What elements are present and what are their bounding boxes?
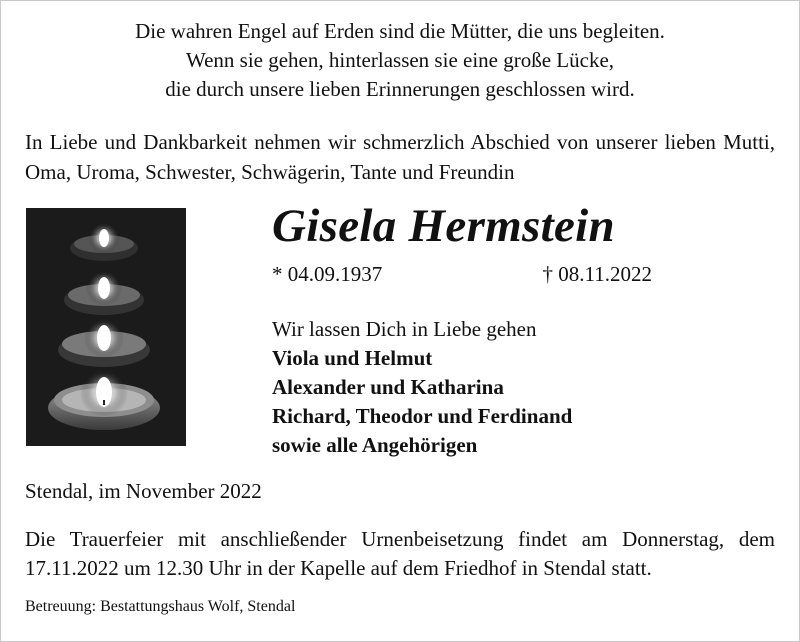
poem-line: Wenn sie gehen, hinterlassen sie eine große Lücke, [185, 48, 615, 72]
ceremony-info: Die Trauerfeier mit anschließender Urnenbeisetzung findet am Donnerstag, dem 17.11.2022 um 12.30 Uhr in der Kapelle auf dem Friedhof in Stendal statt. [25, 527, 775, 580]
birth-date: * 04.09.1937 [272, 262, 383, 286]
life-dates [272, 262, 652, 287]
mourner-line: Richard, Theodor und Ferdinand [272, 404, 573, 428]
candles-photo [26, 208, 186, 446]
intro-text: In Liebe und Dankbarkeit nehmen wir schmerzlich Abschied von unserer lieben Mutti, Oma, Uroma, Schwester, Schwägerin, Tante und Freundin [25, 130, 775, 184]
deceased-name: Gisela Hermstein [272, 200, 615, 252]
poem-line: Die wahren Engel auf Erden sind die Mütter, die uns begleiten. [135, 19, 665, 43]
poem-line: die durch unsere lieben Erinnerungen geschlossen wird. [165, 77, 635, 101]
place-date: Stendal, im November 2022 [25, 479, 262, 503]
mourner-line: Viola und Helmut [272, 346, 433, 370]
mourner-line: sowie alle Angehörigen [272, 433, 478, 457]
death-date: † 08.11.2022 [542, 262, 652, 286]
mourners-block [272, 315, 572, 460]
poem [1, 17, 799, 104]
mourners-intro: Wir lassen Dich in Liebe gehen [272, 317, 537, 341]
funeral-home-credit: Betreuung: Bestattungshaus Wolf, Stendal [25, 598, 296, 615]
mourner-line: Alexander und Katharina [272, 375, 504, 399]
candles-image [26, 208, 186, 446]
